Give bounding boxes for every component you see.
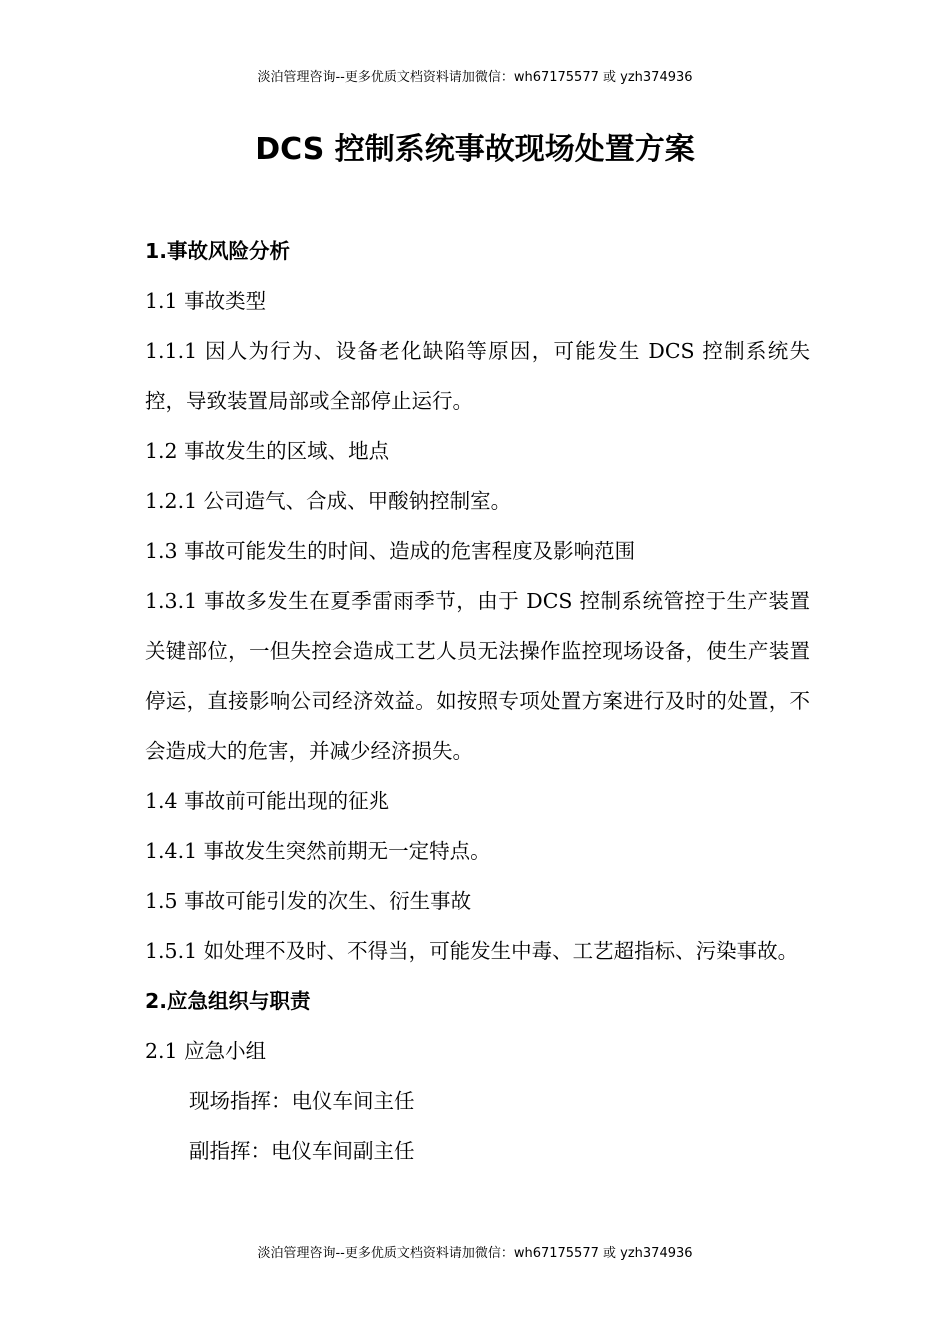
document-title: DCS 控制系统事故现场处置方案 <box>255 132 695 167</box>
paragraph-1-1-1: 1.1.1 因人为行为、设备老化缺陷等原因，可能发生 DCS 控制系统失控，导致装置局部或全部停止运行。 <box>145 339 810 413</box>
document-body <box>145 226 810 1176</box>
page-header: 淡泊管理咨询--更多优质文档资料请加微信：wh67175577 或 yzh374936 <box>257 70 693 85</box>
team-field-commander: 现场指挥：电仪车间主任 <box>189 1089 415 1113</box>
subsection-secondary-accidents: 1.5 事故可能引发的次生、衍生事故 <box>145 889 472 913</box>
paragraph-1-5-1: 1.5.1 如处理不及时、不得当，可能发生中毒、工艺超指标、污染事故。 <box>145 939 799 963</box>
subsection-time-harm-scope: 1.3 事故可能发生的时间、造成的危害程度及影响范围 <box>145 539 636 563</box>
section-heading-risk-analysis: 1.事故风险分析 <box>145 239 291 263</box>
paragraph-1-3-1: 1.3.1 事故多发生在夏季雷雨季节，由于 DCS 控制系统管控于生产装置关键部位，一但失控会造成工艺人员无法操作监控现场设备，使生产装置停运，直接影响公司经济效益。如按照专项处置方案进行及时的处置，不会造成大的危害，并减少经济损失。 <box>145 589 810 763</box>
paragraph-1-4-1: 1.4.1 事故发生突然前期无一定特点。 <box>145 839 491 863</box>
page-footer: 淡泊管理咨询--更多优质文档资料请加微信：wh67175577 或 yzh374936 <box>257 1246 693 1261</box>
subsection-warning-signs: 1.4 事故前可能出现的征兆 <box>145 789 390 813</box>
team-deputy-commander: 副指挥：电仪车间副主任 <box>189 1139 415 1163</box>
subsection-emergency-team: 2.1 应急小组 <box>145 1039 267 1063</box>
section-heading-emergency-org: 2.应急组织与职责 <box>145 989 311 1013</box>
subsection-accident-type: 1.1 事故类型 <box>145 289 267 313</box>
paragraph-1-2-1: 1.2.1 公司造气、合成、甲酸钠控制室。 <box>145 489 512 513</box>
subsection-area-location: 1.2 事故发生的区域、地点 <box>145 439 390 463</box>
